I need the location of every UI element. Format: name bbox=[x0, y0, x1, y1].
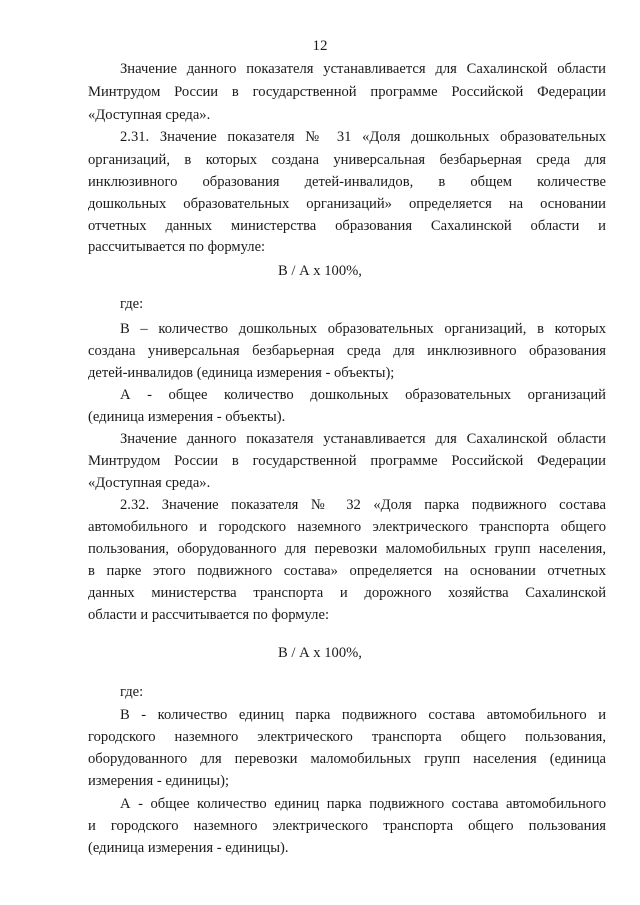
formula: В / А х 100%, bbox=[278, 645, 362, 661]
text-line: создана универсальная безбарьерная среда для инклюзивного образования bbox=[88, 343, 606, 359]
text-line: «Доступная среда». bbox=[88, 107, 211, 123]
formula: В / А х 100%, bbox=[278, 263, 362, 279]
text-line: организаций, в которых создана универсальная безбарьерная среда для bbox=[88, 152, 606, 168]
text-line: Значение данного показателя устанавливается для Сахалинской области bbox=[120, 61, 606, 77]
text-line: измерения - единицы); bbox=[88, 773, 230, 789]
section-heading-line: 2.32. Значение показателя № 32 «Доля парка подвижного состава bbox=[120, 497, 606, 513]
text-line: А - общее количество единиц парка подвижного состава автомобильного bbox=[120, 796, 606, 812]
text-line: (единица измерения - единицы). bbox=[88, 840, 289, 856]
text-line: городского наземного электрического транспорта общего пользования, bbox=[88, 729, 606, 745]
text-line: оборудованного для перевозки маломобильных групп населения (единица bbox=[88, 751, 606, 767]
text-line: области и рассчитывается по формуле: bbox=[88, 607, 329, 623]
text-line: отчетных данных министерства образования Сахалинской области и bbox=[88, 218, 606, 234]
text-line: данных министерства транспорта и дорожного хозяйства Сахалинской bbox=[88, 585, 606, 601]
section-heading-line: 2.31. Значение показателя № 31 «Доля дошкольных образовательных bbox=[120, 129, 606, 145]
text-line: Минтрудом России в государственной программе Российской Федерации bbox=[88, 453, 606, 469]
page-number: 12 bbox=[312, 38, 328, 54]
text-line: инклюзивного образования детей-инвалидов, в общем количестве bbox=[88, 174, 606, 190]
text-line: рассчитывается по формуле: bbox=[88, 239, 266, 255]
text-line: В - количество единиц парка подвижного состава автомобильного и bbox=[120, 707, 606, 723]
text-line: В – количество дошкольных образовательных организаций, в которых bbox=[120, 321, 606, 337]
text-line: дошкольных образовательных организаций» определяется на основании bbox=[88, 196, 606, 212]
text-line: где: bbox=[120, 296, 144, 312]
text-line: «Доступная среда». bbox=[88, 475, 211, 491]
text-line: А - общее количество дошкольных образовательных организаций bbox=[120, 387, 606, 403]
text-line: Минтрудом России в государственной программе Российской Федерации bbox=[88, 84, 606, 100]
text-line: в парке этого подвижного состава» определяется на основании отчетных bbox=[88, 563, 606, 579]
text-line: пользования, оборудованного для перевозки маломобильных групп населения, bbox=[88, 541, 606, 557]
text-line: и городского наземного электрического транспорта общего пользования bbox=[88, 818, 606, 834]
text-line: автомобильного и городского наземного электрического транспорта общего bbox=[88, 519, 606, 535]
text-line: (единица измерения - объекты). bbox=[88, 409, 286, 425]
text-line: где: bbox=[120, 684, 144, 700]
text-line: Значение данного показателя устанавливается для Сахалинской области bbox=[120, 431, 606, 447]
text-line: детей-инвалидов (единица измерения - объекты); bbox=[88, 365, 395, 381]
